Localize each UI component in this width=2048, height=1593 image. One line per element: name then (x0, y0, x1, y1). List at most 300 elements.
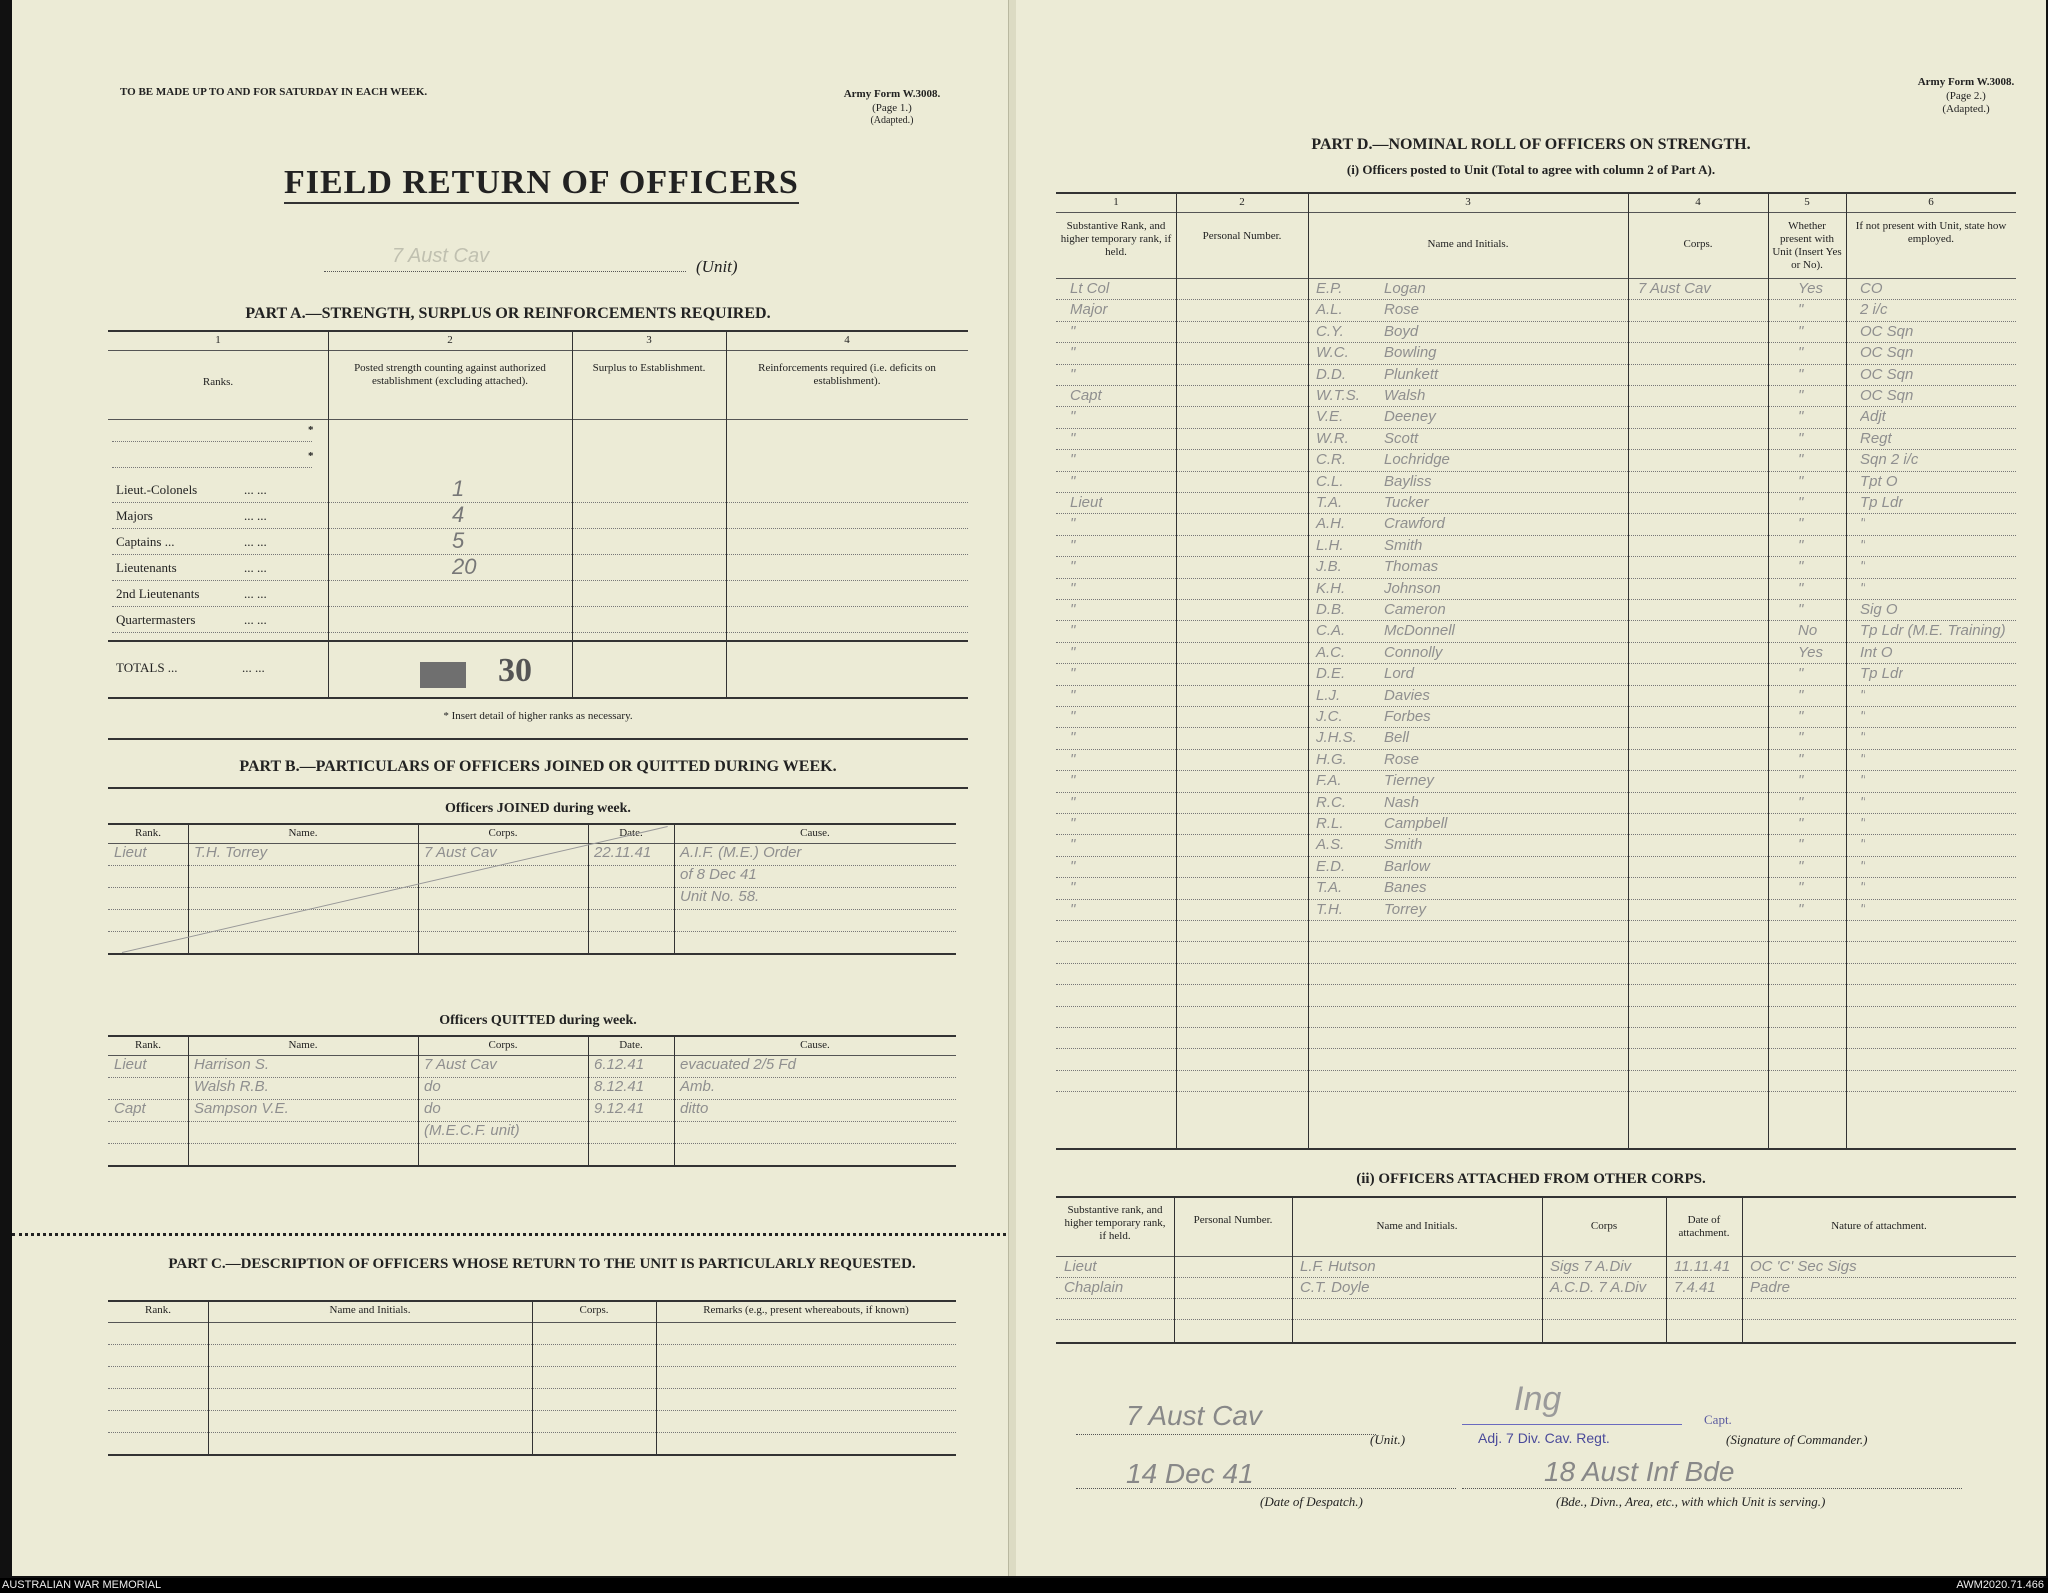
column-divider (1176, 192, 1177, 1148)
column-divider (674, 1035, 675, 1165)
rank-row-line (112, 580, 968, 581)
roll-initials: D.B. (1316, 601, 1346, 618)
column-divider (1666, 1196, 1667, 1342)
quitted-cause: evacuated 2/5 Fd (680, 1056, 796, 1073)
roll-employed: Tpt O (1860, 472, 1898, 490)
roll-employed: " (1860, 536, 1866, 554)
part-d-col-number: 3 (1465, 196, 1471, 208)
quitted-rank: Capt (114, 1100, 146, 1117)
roll-employed: " (1860, 836, 1866, 854)
part-c-title: PART C.—DESCRIPTION OF OFFICERS WHOSE RETURN TO THE UNIT IS PARTICULARLY REQUESTED. (168, 1256, 916, 1272)
roll-name: Bayliss (1384, 472, 1432, 490)
part-d-row-line (1056, 342, 2016, 343)
roll-name: Crawford (1384, 515, 1445, 533)
roll-employed: " (1860, 772, 1866, 790)
roll-rank: " (1070, 750, 1076, 768)
roll-present: " (1798, 408, 1804, 426)
totals-struck-out (420, 662, 466, 688)
roll-name: Rose (1384, 301, 1420, 319)
roll-name: Scott (1384, 429, 1419, 447)
part-d-row-line (1056, 406, 2016, 407)
column-header: Remarks (e.g., present whereabouts, if known) (703, 1304, 909, 1316)
roll-name: Smith (1384, 836, 1423, 854)
column-header: Date. (619, 1039, 643, 1051)
part-d-col-header: Corps. (1683, 238, 1713, 250)
roll-employed: Regt (1860, 429, 1892, 447)
roll-present: " (1798, 301, 1804, 319)
asterisk-1: * (308, 424, 314, 436)
joined-date: 22.11.41 (594, 844, 652, 861)
rank-row-line (112, 528, 968, 529)
part-d-row-line (1056, 1027, 2016, 1028)
part-d-row-line (1056, 1006, 2016, 1007)
form-page-1 (12, 0, 1012, 1576)
column-divider (656, 1300, 657, 1454)
roll-initials: R.L. (1316, 815, 1344, 832)
roll-present: " (1798, 472, 1804, 490)
column-divider (208, 1300, 209, 1454)
part-a-header-posted: Posted strength counting against authorized establishment (excluding attached). (354, 362, 546, 387)
rank-dots: ... ... (244, 482, 267, 497)
part-d-row-line (1056, 642, 2016, 643)
roll-rank: Major (1070, 301, 1108, 319)
roll-initials: T.A. (1316, 494, 1343, 511)
roll-name: Deeney (1384, 408, 1436, 426)
attached-name: C.T. Doyle (1300, 1279, 1370, 1296)
quitted-date: 6.12.41 (594, 1056, 645, 1073)
unit-label: (Unit) (696, 257, 738, 276)
totals-label: TOTALS ... (116, 660, 178, 675)
column-header: Name and Initials. (329, 1304, 411, 1316)
part-a-col-2-num: 2 (447, 334, 453, 346)
rank-dots: ... ... (244, 586, 267, 601)
rank-label: Majors (116, 508, 153, 523)
column-divider (588, 1035, 589, 1165)
part-d-ii-row-line (1056, 1298, 2016, 1299)
roll-present: " (1798, 322, 1804, 340)
table-row-line (108, 887, 956, 888)
attached-nature: OC 'C' Sec Sigs (1750, 1258, 1857, 1275)
roll-name: Smith (1384, 536, 1423, 554)
roll-rank: " (1070, 857, 1076, 875)
roll-name: Rose (1384, 750, 1420, 768)
part-d-header-border (1056, 278, 2016, 279)
roll-initials: C.R. (1316, 451, 1346, 469)
roll-rank: " (1070, 429, 1076, 447)
date-label: (Date of Despatch.) (1260, 1494, 1363, 1509)
roll-employed: " (1860, 686, 1866, 704)
roll-initials: V.E. (1316, 408, 1344, 426)
column-divider (188, 1035, 189, 1165)
roll-employed: OC Sqn (1860, 387, 1914, 404)
part-d-row-line (1056, 749, 2016, 750)
capt-label: Capt. (1704, 1412, 1732, 1427)
asterisk-2: * (308, 450, 314, 462)
table-bottom-border (108, 953, 956, 955)
roll-initials: A.H. (1316, 515, 1346, 533)
roll-rank: " (1070, 900, 1076, 918)
part-a-col-4-num: 4 (844, 334, 850, 346)
part-d-row-line (1056, 321, 2016, 322)
joined-corps: 7 Aust Cav (424, 844, 497, 861)
roll-rank: " (1070, 836, 1076, 854)
part-d-col-number: 1 (1113, 196, 1119, 208)
roll-rank: " (1070, 772, 1076, 790)
roll-rank: " (1070, 344, 1076, 362)
roll-present: " (1798, 750, 1804, 768)
quitted-rank: Lieut (114, 1056, 147, 1073)
rank-dots: ... ... (244, 612, 267, 627)
roll-name: Barlow (1384, 857, 1430, 875)
part-d-row-line (1056, 663, 2016, 664)
roll-rank: Lieut (1070, 494, 1103, 511)
roll-initials: T.A. (1316, 879, 1343, 897)
roll-employed: OC Sqn (1860, 365, 1914, 383)
unit-line (324, 271, 686, 272)
roll-name: Thomas (1384, 558, 1439, 576)
part-a-header-surplus: Surplus to Establishment. (592, 362, 706, 374)
roll-present: " (1798, 344, 1804, 362)
roll-employed: " (1860, 857, 1866, 875)
roll-employed: " (1860, 750, 1866, 768)
roll-rank: " (1070, 793, 1076, 811)
joined-rank: Lieut (114, 844, 147, 861)
roll-name: Tierney (1384, 772, 1434, 790)
archive-footer (0, 1578, 2048, 1593)
roll-employed: Sig O (1860, 601, 1898, 618)
column-divider (1628, 192, 1629, 1148)
rank-row-line (112, 632, 968, 633)
table-bottom-border (108, 1454, 956, 1456)
part-d-col-number: 6 (1928, 196, 1934, 208)
roll-initials: R.C. (1316, 793, 1346, 811)
column-divider (1292, 1196, 1293, 1342)
roll-employed: " (1860, 793, 1866, 811)
part-d-col-number: 4 (1695, 196, 1701, 208)
roll-name: Connolly (1384, 643, 1443, 661)
part-d-ii-col-header: Date of attachment. (1678, 1214, 1730, 1239)
roll-initials: E.D. (1316, 857, 1346, 875)
column-header: Cause. (800, 827, 830, 839)
archive-name: AUSTRALIAN WAR MEMORIAL (2, 1579, 162, 1591)
rank-label: Lieut.-Colonels (116, 482, 198, 497)
page-label-p2: (Page 2.) (1946, 90, 1986, 102)
part-a-footnote: * Insert detail of higher ranks as necessary. (443, 710, 633, 722)
roll-initials: A.S. (1316, 836, 1345, 854)
column-header: Corps. (488, 1039, 518, 1051)
rank-row-line (112, 606, 968, 607)
part-a-header-reinforcements: Reinforcements required (i.e. deficits on establishment). (758, 362, 936, 387)
column-header: Name. (288, 1039, 318, 1051)
part-d-ii-col-header: Personal Number. (1193, 1214, 1273, 1226)
part-a-col-3-num: 3 (646, 334, 652, 346)
roll-name: Lochridge (1384, 451, 1450, 469)
part-d-row-line (1056, 1048, 2016, 1049)
roll-employed: " (1860, 900, 1866, 918)
rank-label: Captains ... (116, 534, 175, 549)
roll-name: Banes (1384, 879, 1427, 897)
part-d-row-line (1056, 877, 2016, 878)
roll-rank: " (1070, 365, 1076, 383)
roll-present: " (1798, 772, 1804, 790)
column-header: Corps. (579, 1304, 609, 1316)
roll-rank: " (1070, 408, 1076, 426)
part-d-row-line (1056, 578, 2016, 579)
unit-label-p2: (Unit.) (1370, 1432, 1406, 1447)
roll-name: Logan (1384, 280, 1426, 297)
roll-employed: " (1860, 729, 1866, 747)
part-a-header-ranks: Ranks. (202, 376, 234, 388)
roll-initials: W.R. (1316, 429, 1349, 447)
table-row-line (108, 1121, 956, 1122)
roll-employed: " (1860, 515, 1866, 533)
roll-present: " (1798, 793, 1804, 811)
part-d-ii-col-header: Nature of attachment. (1831, 1220, 1927, 1232)
rank-label: 2nd Lieutenants (116, 586, 200, 601)
part-d-col-number: 2 (1239, 196, 1245, 208)
quitted-name: Harrison S. (194, 1056, 270, 1073)
column-header: Rank. (135, 1039, 161, 1051)
rank-row-line (112, 554, 968, 555)
quitted-name: Sampson V.E. (194, 1100, 289, 1117)
roll-present: Yes (1798, 280, 1824, 297)
part-d-row-line (1056, 984, 2016, 985)
roll-rank: " (1070, 579, 1076, 597)
rank-dots: ... ... (244, 508, 267, 523)
part-b-title: PART B.—PARTICULARS OF OFFICERS JOINED OR QUITTED DURING WEEK. (239, 758, 837, 775)
roll-present: " (1798, 451, 1804, 469)
roll-rank: " (1070, 322, 1076, 340)
roll-initials: C.A. (1316, 622, 1346, 640)
part-d-title: PART D.—NOMINAL ROLL OF OFFICERS ON STRENGTH. (1311, 136, 1751, 153)
posted-strength: 1 (452, 476, 465, 501)
part-d-bottom-border (1056, 1148, 2016, 1150)
roll-name: Bell (1384, 729, 1410, 747)
roll-present: " (1798, 900, 1804, 918)
part-d-row-line (1056, 706, 2016, 707)
rank-row-line (112, 502, 968, 503)
roll-employed: Tp Ldr (1860, 494, 1904, 511)
roll-present: Yes (1798, 643, 1824, 661)
roll-present: " (1798, 708, 1804, 725)
adapted-label-p2: (Adapted.) (1942, 103, 1990, 115)
roll-initials: L.J. (1316, 686, 1341, 704)
roll-rank: " (1070, 665, 1076, 683)
part-d-subtitle: (i) Officers posted to Unit (Total to agree with column 2 of Part A). (1346, 162, 1716, 177)
part-d-col-header: Substantive Rank, and higher temporary rank, if held. (1060, 220, 1172, 258)
part-d-ii-top-border (1056, 1196, 2016, 1198)
roll-employed: 2 i/c (1860, 301, 1888, 319)
attached-date: 11.11.41 (1674, 1258, 1731, 1275)
roll-initials: K.H. (1316, 579, 1346, 597)
part-d-ii-bottom-border (1056, 1342, 2016, 1344)
part-d-row-line (1056, 963, 2016, 964)
rank-label: Lieutenants (116, 560, 177, 575)
unit-handwritten: 7 Aust Cav (392, 245, 490, 267)
joined-name: T.H. Torrey (194, 844, 268, 861)
roll-name: Cameron (1384, 601, 1446, 618)
column-divider (1174, 1196, 1175, 1342)
column-header: Rank. (135, 827, 161, 839)
part-d-ii-col-header: Corps (1590, 1220, 1618, 1232)
rank-dots: ... ... (244, 534, 267, 549)
form-id-p2: Army Form W.3008. (1917, 76, 2015, 88)
attached-rank: Lieut (1064, 1258, 1097, 1275)
quitted-cause: Amb. (680, 1078, 716, 1095)
roll-present: " (1798, 686, 1804, 704)
part-d-row-line (1056, 856, 2016, 857)
joined-cause: of 8 Dec 41 (680, 866, 757, 883)
page-title: FIELD RETURN OF OFFICERS (284, 164, 799, 204)
part-d-row-line (1056, 1070, 2016, 1071)
roll-name: Campbell (1384, 815, 1448, 832)
part-d-row-line (1056, 685, 2016, 686)
column-header: Name. (288, 827, 318, 839)
roll-present: " (1798, 815, 1804, 832)
roll-initials: F.A. (1316, 772, 1342, 790)
roll-employed: Tp Ldr (1860, 665, 1904, 683)
table-row-line (108, 931, 956, 932)
part-d-row-line (1056, 899, 2016, 900)
column-header: Cause. (800, 1039, 830, 1051)
roll-initials: D.D. (1316, 365, 1346, 383)
roll-rank: " (1070, 686, 1076, 704)
part-d-ii-title: (ii) OFFICERS ATTACHED FROM OTHER CORPS. (1356, 1171, 1706, 1187)
part-d-col-header: Name and Initials. (1427, 238, 1509, 250)
quitted-date: 8.12.41 (594, 1078, 645, 1095)
part-d-row-line (1056, 535, 2016, 536)
attached-rank: Chaplain (1064, 1279, 1124, 1296)
roll-employed: OC Sqn (1860, 322, 1914, 340)
roll-employed: Int O (1860, 643, 1893, 661)
roll-rank: Capt (1070, 387, 1102, 404)
roll-initials: J.H.S. (1316, 729, 1357, 747)
part-d-row-line (1056, 813, 2016, 814)
quitted-title: Officers QUITTED during week. (439, 1013, 637, 1028)
despatch-date: 14 Dec 41 (1126, 1458, 1254, 1489)
part-d-row-line (1056, 513, 2016, 514)
roll-rank: " (1070, 536, 1076, 554)
roll-rank: Lt Col (1070, 280, 1110, 297)
roll-initials: H.G. (1316, 750, 1347, 768)
part-d-row-line (1056, 299, 2016, 300)
roll-name: Davies (1384, 686, 1430, 704)
roll-present: " (1798, 857, 1804, 875)
column-divider (1542, 1196, 1543, 1342)
attached-nature: Padre (1750, 1279, 1791, 1296)
column-header: Date. (619, 827, 643, 839)
quitted-corps: 7 Aust Cav (424, 1056, 497, 1073)
column-divider (1846, 192, 1847, 1148)
roll-name: Walsh (1384, 387, 1426, 404)
roll-employed: Tp Ldr (M.E. Training) (1860, 622, 2006, 640)
adapted-label: (Adapted.) (870, 115, 914, 126)
quitted-name: Walsh R.B. (194, 1078, 269, 1095)
column-divider (1742, 1196, 1743, 1342)
roll-rank: " (1070, 729, 1076, 747)
table-row-line (108, 1143, 956, 1144)
roll-rank: " (1070, 643, 1076, 661)
signature-mark: Ing (1514, 1380, 1562, 1418)
roll-present: " (1798, 515, 1804, 533)
roll-rank: " (1070, 601, 1076, 618)
joined-title: Officers JOINED during week. (445, 801, 631, 816)
roll-initials: C.Y. (1316, 322, 1344, 340)
roll-rank: " (1070, 708, 1076, 725)
part-d-row-line (1056, 1091, 2016, 1092)
part-d-number-border (1056, 212, 2016, 213)
part-d-row-line (1056, 556, 2016, 557)
table-row-line (108, 865, 956, 866)
table-row-line (108, 909, 956, 910)
attached-date: 7.4.41 (1674, 1279, 1716, 1296)
roll-corps: 7 Aust Cav (1638, 280, 1711, 297)
unit-value: 7 Aust Cav (1126, 1400, 1262, 1431)
part-d-row-line (1056, 471, 2016, 472)
roll-initials: J.C. (1316, 708, 1343, 725)
part-d-ii-row-line (1056, 1319, 2016, 1320)
roll-employed: OC Sqn (1860, 344, 1914, 362)
roll-employed: " (1860, 708, 1866, 725)
roll-employed: Sqn 2 i/c (1860, 451, 1919, 469)
part-d-row-line (1056, 941, 2016, 942)
roll-name: Torrey (1384, 900, 1426, 918)
roll-name: Bowling (1384, 344, 1437, 362)
part-d-row-line (1056, 920, 2016, 921)
column-divider (532, 1300, 533, 1454)
adjutant-stamp: Adj. 7 Div. Cav. Regt. (1478, 1430, 1610, 1446)
roll-employed: " (1860, 815, 1866, 832)
roll-present: " (1798, 879, 1804, 897)
roll-present: " (1798, 836, 1804, 854)
table-top-border (108, 1035, 956, 1037)
posted-strength: 20 (452, 554, 477, 579)
quitted-cause: ditto (680, 1100, 709, 1117)
joined-cause: A.I.F. (M.E.) Order (680, 844, 802, 861)
roll-initials: A.L. (1316, 301, 1343, 319)
commander-label: (Signature of Commander.) (1726, 1432, 1868, 1447)
part-d-col-header: If not present with Unit, state how employed. (1855, 220, 2007, 245)
roll-present: " (1798, 387, 1804, 404)
column-divider (588, 823, 589, 953)
roll-rank: " (1070, 472, 1076, 490)
roll-initials: A.C. (1316, 643, 1346, 661)
roll-rank: " (1070, 558, 1076, 576)
part-d-row-line (1056, 599, 2016, 600)
roll-present: " (1798, 579, 1804, 597)
part-d-row-line (1056, 770, 2016, 771)
part-d-col-header: Whether present with Unit (Insert Yes or No). (1772, 220, 1842, 271)
quitted-corps: do (424, 1100, 441, 1117)
roll-present: " (1798, 665, 1804, 683)
form-page-2 (1016, 0, 2046, 1576)
column-divider (1308, 192, 1309, 1148)
rank-dots: ... ... (244, 560, 267, 575)
roll-initials: T.H. (1316, 900, 1343, 918)
bde-value: 18 Aust Inf Bde (1544, 1456, 1735, 1487)
part-d-ii-col-header: Substantive rank, and higher temporary rank, if held. (1064, 1204, 1166, 1242)
roll-present: " (1798, 429, 1804, 447)
roll-present: " (1798, 601, 1804, 618)
part-d-row-line (1056, 834, 2016, 835)
part-d-row-line (1056, 727, 2016, 728)
part-d-row-line (1056, 428, 2016, 429)
roll-initials: W.T.S. (1316, 387, 1360, 404)
roll-name: Lord (1384, 665, 1415, 683)
roll-rank: " (1070, 622, 1076, 640)
column-header: Rank. (145, 1304, 171, 1316)
column-divider (674, 823, 675, 953)
